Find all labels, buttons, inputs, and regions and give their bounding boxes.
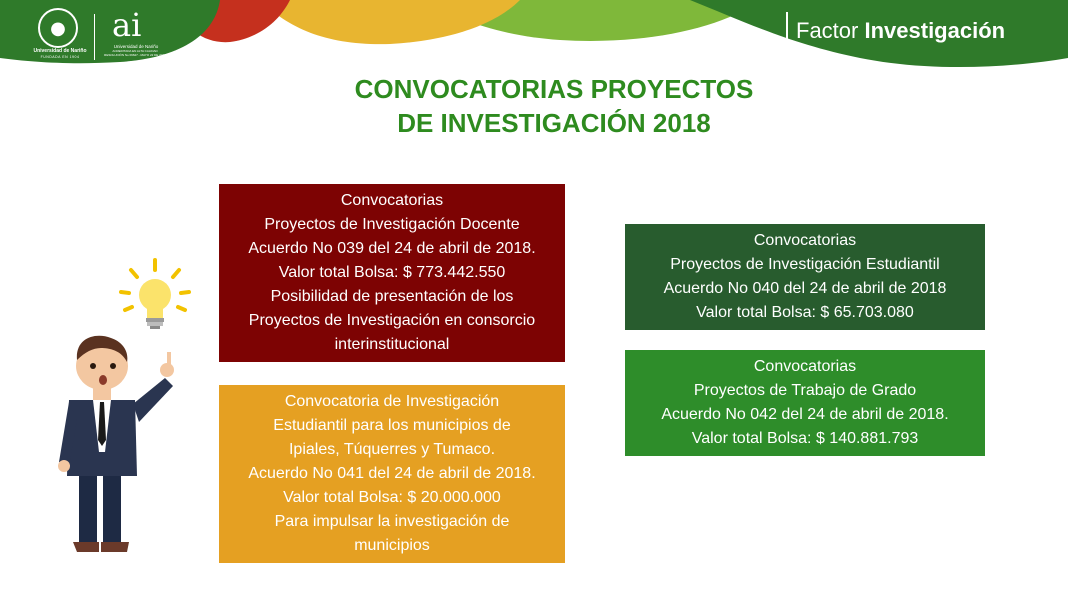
card-municipios-line: Para impulsar la investigación de (274, 513, 510, 530)
card-docente-line: interinstitucional (334, 336, 450, 353)
header-yellow-wave (260, 0, 520, 44)
brand-divider (786, 12, 788, 48)
card-docente-line: Posibilidad de presentación de los (270, 288, 514, 305)
accreditation-detail-text: ACREDITADA EN ALTA CALIDAD (112, 49, 158, 53)
card-grado-line: Acuerdo No 042 del 24 de abril de 2018. (661, 406, 949, 423)
lightbulb-icon (121, 260, 189, 329)
accreditation-resolution: RESOLUCIÓN No 09627 - MAYO 22 DE 2017 (104, 52, 166, 57)
card-municipios-line: Valor total Bolsa: $ 20.000.000 (283, 489, 501, 506)
card-docente-line: Convocatorias (340, 192, 444, 209)
card-docente-line: Valor total Bolsa: $ 773.442.550 (278, 264, 506, 281)
page-title-line-2: DE INVESTIGACIÓN 2018 (397, 108, 711, 138)
card-docente-line: Acuerdo No 039 del 24 de abril de 2018. (248, 240, 536, 257)
card-estudiantil-line: Proyectos de Investigación Estudiantil (670, 256, 940, 273)
card-municipios-line: Acuerdo No 041 del 24 de abril de 2018. (248, 465, 536, 482)
card-municipios-line: Estudiantil para los municipios de (273, 417, 511, 434)
logo-divider (94, 14, 95, 60)
card-grado-line: Proyectos de Trabajo de Grado (693, 382, 917, 399)
card-docente (219, 184, 565, 362)
card-municipios-line: Ipiales, Túquerres y Tumaco. (288, 441, 496, 458)
accreditation-mark: ai (112, 6, 142, 44)
card-estudiantil (625, 224, 985, 330)
card-estudiantil-line: Valor total Bolsa: $ 65.703.080 (696, 304, 914, 321)
page-title-line-1: CONVOCATORIAS PROYECTOS (354, 74, 754, 104)
card-municipios-line: municipios (354, 537, 430, 554)
brand-light: Factor (796, 18, 859, 43)
accreditation-name: Universidad de Nariño (113, 44, 159, 49)
brand-title (796, 18, 1005, 44)
card-municipios-line: Convocatoria de Investigación (284, 393, 500, 410)
card-estudiantil-line: Acuerdo No 040 del 24 de abril de 2018 (663, 280, 947, 297)
university-subtitle: FUNDADA EN 1904 (40, 55, 80, 59)
man-figure (58, 336, 174, 552)
page-title (284, 72, 824, 140)
card-grado-line: Convocatorias (753, 358, 857, 375)
university-seal-icon: ● (38, 8, 78, 48)
card-docente-line: Proyectos de Investigación Docente (264, 216, 520, 233)
card-estudiantil-line: Convocatorias (753, 232, 857, 249)
thinking-man-illustration (55, 252, 205, 557)
brand-bold: Investigación (864, 18, 1006, 43)
accreditation-detail (100, 50, 170, 58)
card-trabajo-grado (625, 350, 985, 456)
card-grado-line: Valor total Bolsa: $ 140.881.793 (691, 430, 919, 447)
card-municipios (219, 385, 565, 563)
university-name: Universidad de Nariño (33, 48, 87, 54)
card-docente-line: Proyectos de Investigación en consorcio (248, 312, 536, 329)
